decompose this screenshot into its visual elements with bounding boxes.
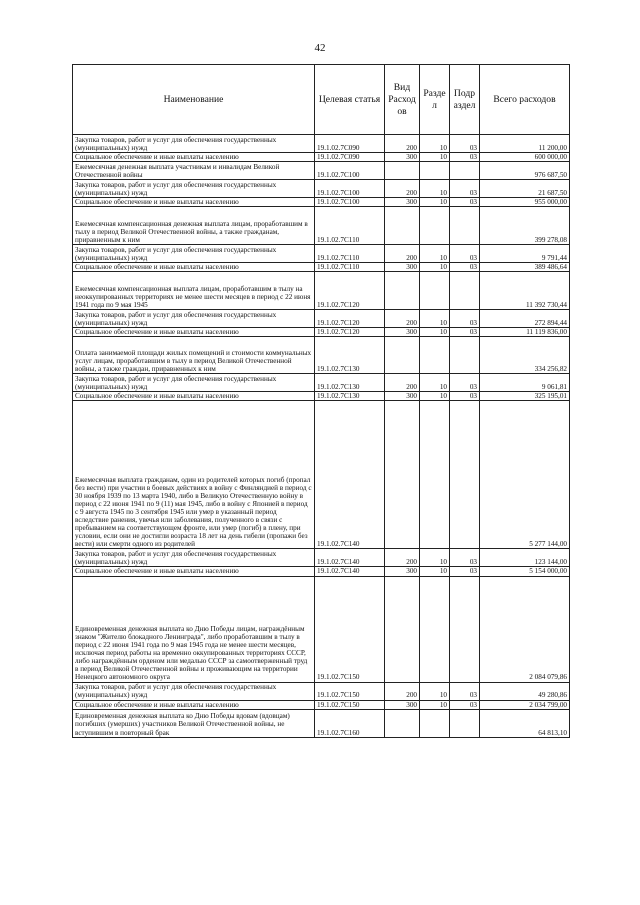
row-section-cell (420, 401, 450, 549)
table-row (73, 162, 570, 180)
row-article-cell: 19.1.02.7С160 (315, 709, 385, 737)
row-expense-type-cell (385, 401, 420, 549)
row-expense-type-cell: 300 (385, 328, 420, 337)
row-name-cell: Закупка товаров, работ и услуг для обеспечения государственных (муниципальных) нужд (73, 549, 315, 567)
table-row (73, 153, 570, 162)
row-subsection-cell (450, 401, 480, 549)
row-article-cell: 19.1.02.7С090 (315, 135, 385, 153)
row-article-cell: 19.1.02.7С150 (315, 576, 385, 682)
row-name-cell: Ежемесячная компенсационная выплата лицам, проработавшим в тылу на неоккупированных территориях не менее шести месяцев в период с 22 июня 1941 года по 9 мая 1945 (73, 272, 315, 310)
row-section-cell (420, 709, 450, 737)
row-name-cell: Социальное обеспечение и иные выплаты населению (73, 263, 315, 272)
row-article-cell: 19.1.02.7С090 (315, 153, 385, 162)
row-subsection-cell (450, 576, 480, 682)
row-article-cell: 19.1.02.7С120 (315, 328, 385, 337)
table-row (73, 401, 570, 549)
row-article-cell: 19.1.02.7С100 (315, 198, 385, 207)
row-total-cell: 976 687,50 (480, 162, 570, 180)
row-expense-type-cell (385, 337, 420, 374)
row-expense-type-cell: 200 (385, 310, 420, 328)
row-name-cell: Социальное обеспечение и иные выплаты населению (73, 198, 315, 207)
row-name-cell: Оплата занимаемой площади жилых помещений и стоимости коммунальных услуг лицам, проработавшим в тылу в период Великой Отечественной войны, а также граждан, приравненных к ним (73, 337, 315, 374)
row-name-cell: Единовременная денежная выплата ко Дню Победы лицам, награждённым знаком "Жителю блокадного Ленинграда", либо проработавшим в тылу в период с 22 июня 1941 года по 9 мая 1945 года не менее шести месяцев, исключая период работы на временно оккупированных территориях СССР, либо награждённым орденом или медалью СССР за самоотверженный труд в период Великой Отечественной войны и проживающим на территории Ненецкого автономного округа (73, 576, 315, 682)
row-section-cell: 10 (420, 567, 450, 576)
row-total-cell: 123 144,00 (480, 549, 570, 567)
row-subsection-cell: 03 (450, 198, 480, 207)
row-section-cell: 10 (420, 198, 450, 207)
row-section-cell: 10 (420, 700, 450, 709)
row-article-cell: 19.1.02.7С130 (315, 392, 385, 401)
row-name-cell: Закупка товаров, работ и услуг для обеспечения государственных (муниципальных) нужд (73, 135, 315, 153)
row-article-cell: 19.1.02.7С150 (315, 700, 385, 709)
row-name-cell: Ежемесячная компенсационная денежная выплата лицам, проработавшим в тылу в период Великой Отечественной войны, а также гражданам, приравненным к ним (73, 207, 315, 245)
table-row (73, 328, 570, 337)
header-subsection: Подр аздел (450, 65, 480, 135)
row-section-cell: 10 (420, 374, 450, 392)
row-name-cell: Социальное обеспечение и иные выплаты населению (73, 153, 315, 162)
row-expense-type-cell: 300 (385, 263, 420, 272)
row-subsection-cell: 03 (450, 153, 480, 162)
row-section-cell: 10 (420, 135, 450, 153)
row-name-cell: Закупка товаров, работ и услуг для обеспечения государственных (муниципальных) нужд (73, 682, 315, 700)
row-subsection-cell: 03 (450, 180, 480, 198)
row-section-cell (420, 576, 450, 682)
row-total-cell: 2 034 799,00 (480, 700, 570, 709)
row-name-cell: Единовременная денежная выплата ко Дню Победы вдовам (вдовцам) погибших (умерших) участников Великой Отечественной войны, не вступившим в повторный брак (73, 709, 315, 737)
row-name-cell: Закупка товаров, работ и услуг для обеспечения государственных (муниципальных) нужд (73, 180, 315, 198)
table-row (73, 272, 570, 310)
row-total-cell: 389 486,64 (480, 263, 570, 272)
row-total-cell: 64 813,10 (480, 709, 570, 737)
row-expense-type-cell: 200 (385, 549, 420, 567)
row-expense-type-cell (385, 709, 420, 737)
table-row (73, 374, 570, 392)
row-section-cell (420, 162, 450, 180)
table-row (73, 263, 570, 272)
row-subsection-cell: 03 (450, 328, 480, 337)
row-article-cell: 19.1.02.7С100 (315, 180, 385, 198)
row-name-cell: Социальное обеспечение и иные выплаты населению (73, 328, 315, 337)
row-total-cell: 600 000,00 (480, 153, 570, 162)
row-expense-type-cell (385, 272, 420, 310)
row-subsection-cell (450, 337, 480, 374)
row-name-cell: Закупка товаров, работ и услуг для обеспечения государственных (муниципальных) нужд (73, 310, 315, 328)
row-total-cell: 11 200,00 (480, 135, 570, 153)
header-expense-type: Вид Расход ов (385, 65, 420, 135)
row-subsection-cell: 03 (450, 135, 480, 153)
page-number: 42 (314, 42, 326, 54)
row-article-cell: 19.1.02.7С100 (315, 162, 385, 180)
row-total-cell: 11 119 836,00 (480, 328, 570, 337)
row-subsection-cell: 03 (450, 392, 480, 401)
row-expense-type-cell: 200 (385, 682, 420, 700)
row-section-cell (420, 337, 450, 374)
row-article-cell: 19.1.02.7С130 (315, 374, 385, 392)
table-row (73, 392, 570, 401)
row-subsection-cell: 03 (450, 567, 480, 576)
row-article-cell: 19.1.02.7С120 (315, 272, 385, 310)
row-total-cell: 399 278,08 (480, 207, 570, 245)
row-total-cell: 334 256,82 (480, 337, 570, 374)
row-section-cell: 10 (420, 682, 450, 700)
row-expense-type-cell: 300 (385, 567, 420, 576)
row-section-cell: 10 (420, 180, 450, 198)
header-total: Всего расходов (480, 65, 570, 135)
row-subsection-cell: 03 (450, 700, 480, 709)
row-subsection-cell: 03 (450, 263, 480, 272)
row-section-cell: 10 (420, 392, 450, 401)
row-section-cell (420, 207, 450, 245)
row-article-cell: 19.1.02.7С130 (315, 337, 385, 374)
table-row (73, 337, 570, 374)
header-section: Разде л (420, 65, 450, 135)
row-expense-type-cell: 300 (385, 392, 420, 401)
row-subsection-cell: 03 (450, 245, 480, 263)
row-total-cell: 11 392 730,44 (480, 272, 570, 310)
table-body (73, 135, 570, 738)
row-subsection-cell: 03 (450, 310, 480, 328)
row-expense-type-cell: 200 (385, 180, 420, 198)
header-article: Целевая статья (315, 65, 385, 135)
row-expense-type-cell: 200 (385, 245, 420, 263)
row-article-cell: 19.1.02.7С140 (315, 549, 385, 567)
row-expense-type-cell: 300 (385, 700, 420, 709)
table-row (73, 682, 570, 700)
row-section-cell: 10 (420, 549, 450, 567)
row-total-cell: 49 280,86 (480, 682, 570, 700)
row-section-cell: 10 (420, 263, 450, 272)
row-name-cell: Ежемесячная выплата гражданам, один из родителей которых погиб (пропал без вести) при участии в боевых действиях в войну с Финляндией в период с 30 ноября 1939 по 13 марта 1940, либо в Великую Отечественную войну в период с 22 июня 1941 по 9 (11) мая 1945, либо в войну с Японией в период с 9 августа 1945 по 3 сентября 1945 или умер в указанный период вследствие ранения, увечья или заболевания, полученного в связи с пребыванием на соответствующем фронте, или умер (погиб) в плену, при условии, если они не достигли возраста 18 лет на день гибели (пропажи без вести) или смерти одного из родителей (73, 401, 315, 549)
row-name-cell: Закупка товаров, работ и услуг для обеспечения государственных (муниципальных) нужд (73, 245, 315, 263)
table-row (73, 700, 570, 709)
table-row (73, 207, 570, 245)
row-subsection-cell: 03 (450, 549, 480, 567)
table-row (73, 709, 570, 737)
row-subsection-cell: 03 (450, 374, 480, 392)
table-row (73, 310, 570, 328)
table-row (73, 245, 570, 263)
row-name-cell: Социальное обеспечение и иные выплаты населению (73, 392, 315, 401)
header-name: Наименование (73, 65, 315, 135)
row-total-cell: 9 061,81 (480, 374, 570, 392)
row-article-cell: 19.1.02.7С140 (315, 567, 385, 576)
row-total-cell: 325 195,01 (480, 392, 570, 401)
row-section-cell: 10 (420, 310, 450, 328)
row-total-cell: 5 277 144,00 (480, 401, 570, 549)
row-subsection-cell (450, 162, 480, 180)
row-name-cell: Социальное обеспечение и иные выплаты населению (73, 567, 315, 576)
table-header-row (73, 65, 570, 135)
row-article-cell: 19.1.02.7С120 (315, 310, 385, 328)
row-article-cell: 19.1.02.7С150 (315, 682, 385, 700)
row-article-cell: 19.1.02.7С110 (315, 245, 385, 263)
row-section-cell: 10 (420, 245, 450, 263)
row-subsection-cell: 03 (450, 682, 480, 700)
row-total-cell: 272 894,44 (480, 310, 570, 328)
row-name-cell: Социальное обеспечение и иные выплаты населению (73, 700, 315, 709)
row-total-cell: 2 084 079,86 (480, 576, 570, 682)
row-total-cell: 955 000,00 (480, 198, 570, 207)
row-section-cell: 10 (420, 153, 450, 162)
row-expense-type-cell (385, 207, 420, 245)
row-article-cell: 19.1.02.7С140 (315, 401, 385, 549)
row-expense-type-cell: 200 (385, 135, 420, 153)
row-name-cell: Ежемесячная денежная выплата участникам и инвалидам Великой Отечественной войны (73, 162, 315, 180)
row-expense-type-cell (385, 576, 420, 682)
row-total-cell: 5 154 000,00 (480, 567, 570, 576)
row-article-cell: 19.1.02.7С110 (315, 207, 385, 245)
table-row (73, 567, 570, 576)
table-row (73, 135, 570, 153)
row-section-cell (420, 272, 450, 310)
table-row (73, 576, 570, 682)
table-row (73, 549, 570, 567)
table-row (73, 198, 570, 207)
row-subsection-cell (450, 207, 480, 245)
row-name-cell: Закупка товаров, работ и услуг для обеспечения государственных (муниципальных) нужд (73, 374, 315, 392)
row-subsection-cell (450, 709, 480, 737)
row-section-cell: 10 (420, 328, 450, 337)
row-expense-type-cell: 300 (385, 198, 420, 207)
row-total-cell: 21 687,50 (480, 180, 570, 198)
row-article-cell: 19.1.02.7С110 (315, 263, 385, 272)
row-expense-type-cell (385, 162, 420, 180)
row-expense-type-cell: 200 (385, 374, 420, 392)
row-expense-type-cell: 300 (385, 153, 420, 162)
row-subsection-cell (450, 272, 480, 310)
budget-table (72, 64, 570, 738)
row-total-cell: 9 791,44 (480, 245, 570, 263)
table-row (73, 180, 570, 198)
